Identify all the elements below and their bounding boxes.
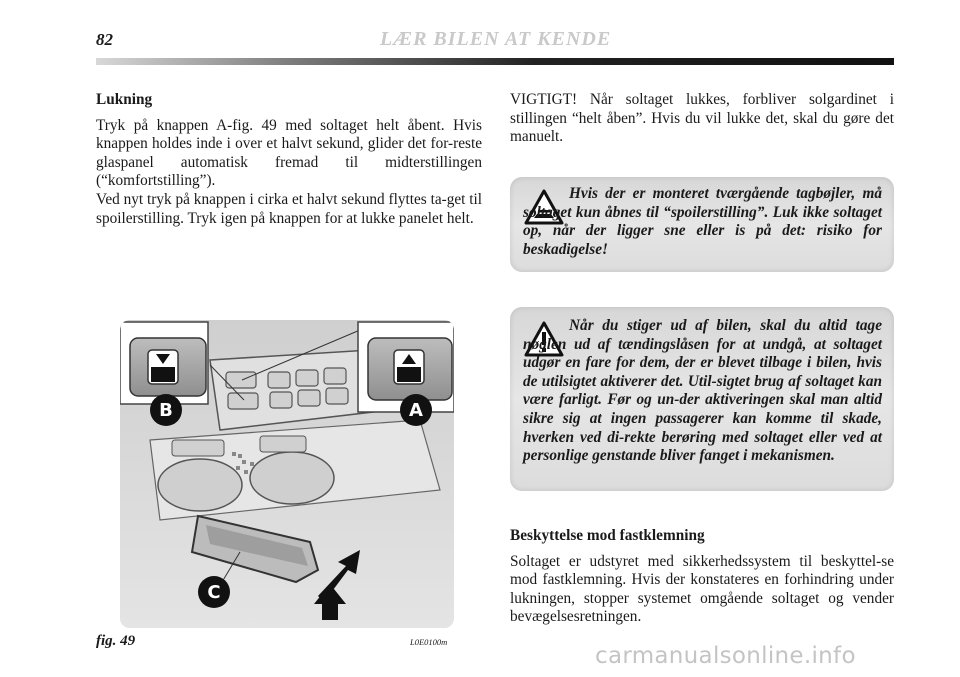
important-note [510, 91, 894, 147]
callout-c-label: C [207, 582, 221, 603]
callout-a-badge [398, 392, 434, 428]
important-paragraph: VIGTIGT! Når soltaget lukkes, forbliver solgardinet i stillingen “helt åben”. Hvis du vil lukke det, skal du gøre det manuelt. [510, 91, 894, 146]
running-title: LÆR BILEN AT KENDE [380, 28, 612, 50]
warning-box-roof-bars [510, 177, 894, 272]
figure-code: L0E0100m [410, 637, 448, 647]
callout-b-label: B [159, 400, 173, 421]
closing-paragraph-1: Tryk på knappen A-fig. 49 med soltaget helt åbent. Hvis knappen holdes inde i over et halvt sekund, glider det for-reste glaspanel automatisk fremad til midterstillingen (“komfortstilling”). [96, 116, 482, 190]
header-rule [96, 58, 894, 65]
roof-console-illustration [120, 320, 454, 628]
figure-caption: fig. 49 [96, 633, 136, 649]
warning-text-1: Hvis der er monteret tværgående tagbøjler, må soltaget kun åbnes til “spoilerstilling”. Luk ikke soltaget op, når der ligger sne eller is på det: risiko for beskadigelse! [523, 185, 882, 258]
callout-b-badge [148, 392, 184, 428]
page-number: 82 [96, 30, 113, 49]
section-heading-lukning: Lukning [96, 91, 153, 108]
anti-pinch-section [510, 527, 894, 627]
warning-box-key [510, 307, 894, 491]
left-column [96, 91, 482, 228]
anti-pinch-paragraph: Soltaget er udstyret med sikkerhedssystem til beskyttel-se mod fastklemning. Hvis der konstateres en forhindring under lukningen, stopper systemet omgående soltaget og vender bevægelsesretningen. [510, 552, 894, 626]
callout-c-badge [196, 574, 232, 610]
closing-paragraph-2: Ved nyt tryk på knappen i cirka et halvt sekund flyttes ta-get til spoilerstilling. Tryk igen på knappen for at lukke panelet helt. [96, 190, 482, 227]
warning-text-2: Når du stiger ud af bilen, skal du altid tage nøglen ud af tændingslåsen for at undgå, at soltaget udgør en fare for dem, der er blevet tilbage i bilen, hvis de utilsigtet aktiverer det. Util-sigtet brug af soltaget kan være farligt. Før og un-der aktiveringen skal man altid sikre sig at ingen passagerer kan komme til skade, hverken ved di-rekte berøring med soltaget eller ved at personlige genstande bliver fanget i mekanismen. [523, 317, 882, 465]
watermark: carmanualsonline.info [595, 643, 856, 669]
callout-a-label: A [409, 400, 423, 421]
section-heading-anti-pinch: Beskyttelse mod fastklemning [510, 527, 705, 544]
figure-49-roof-controls [120, 320, 454, 628]
